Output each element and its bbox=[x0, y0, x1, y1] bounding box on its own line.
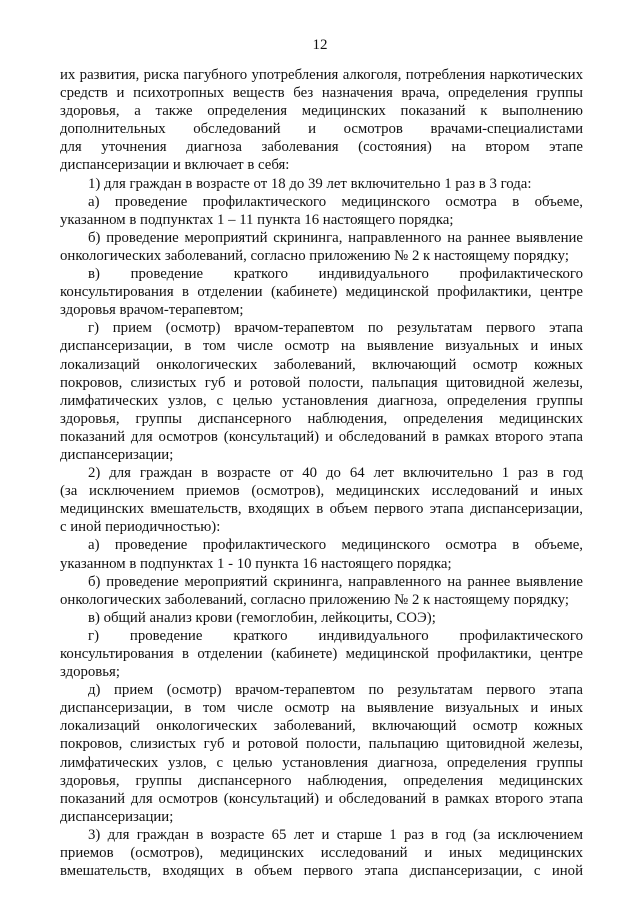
text-line: здоровья, группы диспансерного наблюдения, определения медицинских bbox=[60, 772, 583, 789]
text-line: консультирования в отделении (кабинете) медицинской профилактики, центре bbox=[60, 646, 583, 662]
text-line: г) прием (осмотр) врачом-терапевтом по результатам первого этапа bbox=[88, 320, 583, 337]
text-line: онкологических заболеваний, согласно приложению № 2 к настоящему порядку; bbox=[60, 247, 569, 264]
text-line: 2) для граждан в возрасте от 40 до 64 лет включительно 1 раз в год bbox=[88, 465, 583, 482]
text-line: здоровья; bbox=[60, 664, 120, 681]
text-line: диспансеризации, в том числе осмотр на выявление визуальных и иных bbox=[60, 338, 583, 355]
text-line: лимфатических узлов, с целью установления диагноза, определения группы bbox=[60, 392, 583, 409]
text-line: здоровья, а также определения медицинских показаний к выполнению bbox=[60, 103, 583, 120]
text-line: вмешательств, входящих в объем первого этапа диспансеризации, с иной bbox=[60, 863, 583, 880]
text-line: медицинских вмешательств, входящих в объем первого этапа диспансеризации, bbox=[60, 501, 583, 518]
document-body bbox=[60, 66, 583, 880]
text-line: средств и психотропных веществ без назначения врача, определения группы bbox=[60, 85, 583, 102]
text-line: в) общий анализ крови (гемоглобин, лейкоциты, СОЭ); bbox=[88, 609, 436, 626]
text-line: показаний для осмотров (консультаций) и обследований в рамках второго этапа bbox=[60, 428, 583, 445]
text-line: для уточнения диагноза заболевания (состояния) на втором этапе bbox=[60, 139, 583, 156]
text-line: а) проведение профилактического медицинского осмотра в объеме, bbox=[88, 537, 583, 554]
text-line: диспансеризации; bbox=[60, 446, 174, 463]
text-line: консультирования в отделении (кабинете) медицинской профилактики, центре bbox=[60, 284, 583, 301]
text-line: дополнительных обследований и осмотров врачами-специалистами bbox=[60, 121, 583, 138]
text-line: приемов (осмотров), медицинских исследований и иных медицинских bbox=[60, 845, 583, 862]
text-line: а) проведение профилактического медицинского осмотра в объеме, bbox=[88, 193, 583, 210]
text-line: в) проведение краткого индивидуального профилактического bbox=[88, 266, 583, 283]
text-line: здоровья, группы диспансерного наблюдения, определения медицинских bbox=[60, 410, 583, 427]
text-line: диспансеризации; bbox=[60, 808, 174, 825]
text-line: локализаций онкологических заболеваний, включающий осмотр кожных bbox=[60, 718, 583, 735]
text-line: д) прием (осмотр) врачом-терапевтом по результатам первого этапа bbox=[88, 682, 583, 699]
text-line: б) проведение мероприятий скрининга, направленного на раннее выявление bbox=[88, 229, 583, 246]
text-line: диспансеризации и включает в себя: bbox=[60, 157, 290, 174]
text-line: диспансеризации, в том числе осмотр на выявление визуальных и иных bbox=[60, 700, 583, 717]
text-line: с иной периодичностью): bbox=[60, 519, 221, 536]
text-line: лимфатических узлов, с целью установления диагноза, определения группы bbox=[60, 754, 583, 771]
text-line: покровов, слизистых губ и ротовой полости, пальпация щитовидной железы, bbox=[60, 374, 583, 391]
text-line: 1) для граждан в возрасте от 18 до 39 лет включительно 1 раз в 3 года: bbox=[88, 175, 532, 192]
text-line: (за исключением приемов (осмотров), медицинских исследований и иных bbox=[60, 483, 583, 500]
text-line: б) проведение мероприятий скрининга, направленного на раннее выявление bbox=[88, 573, 583, 590]
text-line: локализаций онкологических заболеваний, включающий осмотр кожных bbox=[60, 356, 583, 373]
text-line: онкологических заболеваний, согласно приложению № 2 к настоящему порядку; bbox=[60, 591, 569, 608]
text-line: показаний для осмотров (консультаций) и обследований в рамках второго этапа bbox=[60, 790, 583, 807]
text-line: указанном в подпунктах 1 - 10 пункта 16 настоящего порядка; bbox=[60, 555, 452, 572]
text-line: указанном в подпунктах 1 – 11 пункта 16 настоящего порядка; bbox=[60, 211, 454, 228]
text-line: их развития, риска пагубного употребления алкоголя, потребления наркотических bbox=[60, 67, 583, 83]
page-number: 12 bbox=[312, 37, 328, 53]
text-line: покровов, слизистых губ и ротовой полости, пальпацию щитовидной железы, bbox=[60, 736, 583, 753]
text-line: здоровья врачом-терапевтом; bbox=[60, 302, 244, 319]
text-line: г) проведение краткого индивидуального профилактического bbox=[88, 627, 583, 644]
text-line: 3) для граждан в возрасте 65 лет и старше 1 раз в год (за исключением bbox=[88, 826, 583, 843]
